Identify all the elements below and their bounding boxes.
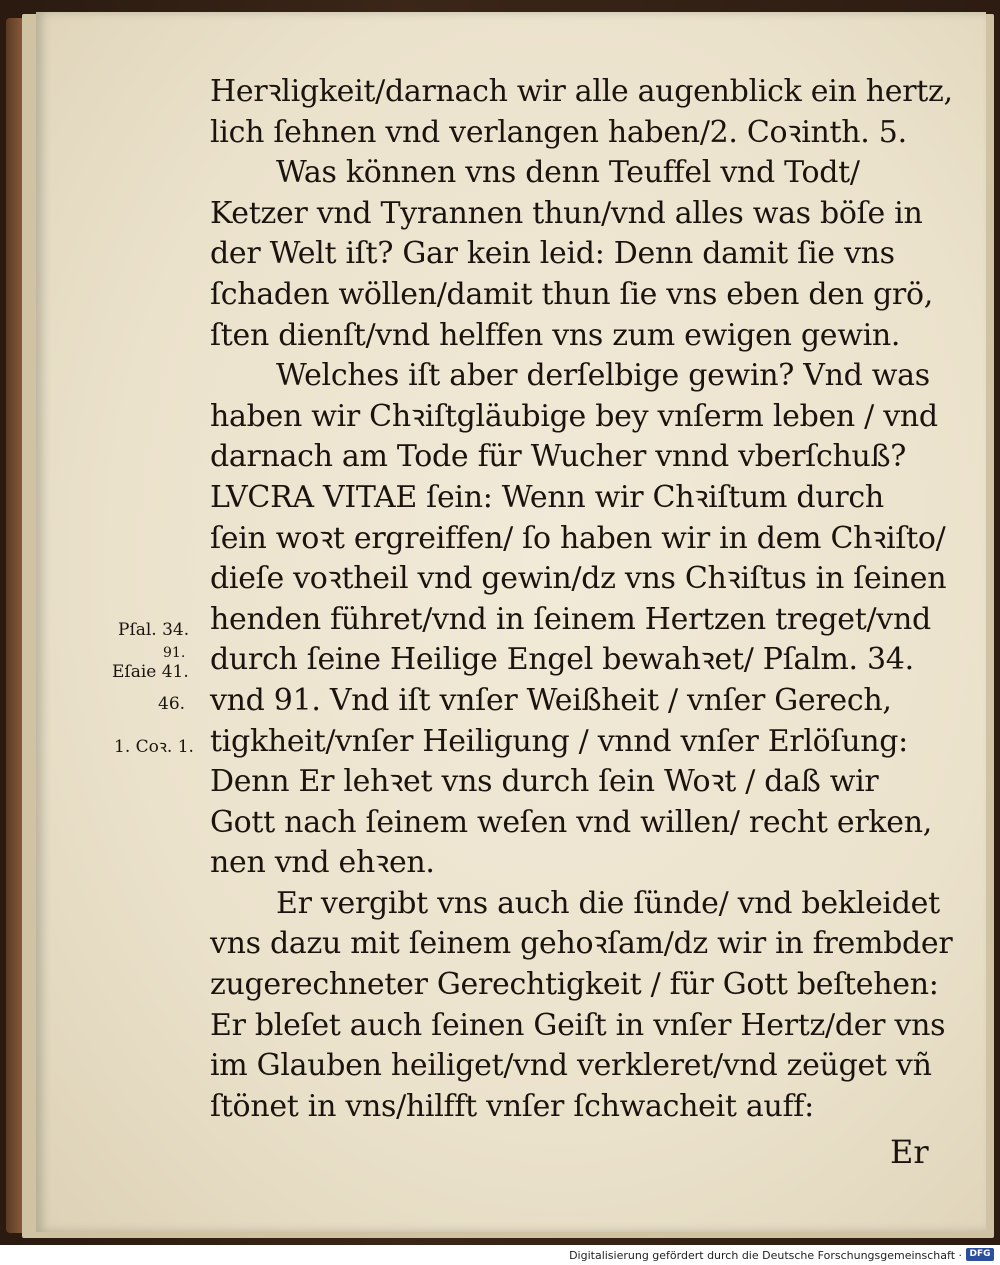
- page-body-text: [210, 72, 953, 1127]
- text-line: Gott nach ſeinem weſen vnd willen/ recht erken,: [210, 804, 932, 840]
- text-line: der Welt iſt? Gar kein leid: Denn damit ſie vns: [210, 236, 895, 272]
- margin-note-psalm: Pſal. 34.: [118, 620, 190, 640]
- text-line: Er bleſet auch ſeinen Geiſt in vnſer Hertz/der vns: [210, 1007, 946, 1043]
- footer-bar: [0, 1245, 1000, 1265]
- text-line: Welches iſt aber derſelbige gewin? Vnd was: [276, 358, 930, 394]
- text-line: Denn Er lehꝛet vns durch ſein Woꝛt / daß wir: [210, 764, 879, 800]
- text-line: darnach am Tode für Wucher vnnd vberſchuß?: [210, 439, 907, 475]
- text-line: Ketzer vnd Tyrannen thun/vnd alles was böſe in: [210, 195, 923, 231]
- catchword: Er: [890, 1133, 929, 1171]
- text-line: vns dazu mit ſeinem gehoꝛſam/dz wir in frembder: [210, 926, 953, 962]
- text-line: nen vnd ehꝛen.: [210, 845, 435, 881]
- text-line: ſtönet in vns/hilfft vnſer ſchwacheit auff:: [210, 1088, 814, 1124]
- margin-note-esaie: Eſaie 41.: [112, 662, 189, 682]
- text-line: ſein woꝛt ergreiffen/ ſo haben wir in dem Chꝛiſto/: [210, 520, 946, 556]
- dfg-logo[interactable]: DFG: [966, 1248, 994, 1261]
- text-line: henden führet/vnd in ſeinem Hertzen treget/vnd: [210, 601, 931, 637]
- text-line: Herꝛligkeit/darnach wir alle augenblick ein hertz,: [210, 74, 953, 109]
- text-line: Er vergibt vns auch die ſünde/ vnd bekleidet: [276, 885, 940, 921]
- text-line: durch ſeine Heilige Engel bewahꝛet/ Pſalm. 34.: [210, 642, 914, 678]
- text-line: LVCRA VITAE ſein: Wenn wir Chꝛiſtum durch: [210, 479, 884, 515]
- text-line: im Glauben heiliget/vnd verkleret/vnd zeüget vñ: [210, 1048, 932, 1084]
- margin-note-esaie-46: 46.: [158, 694, 186, 714]
- text-line: lich ſehnen vnd verlangen haben/2. Coꝛinth. 5.: [210, 114, 907, 150]
- text-line: vnd 91. Vnd iſt vnſer Weißheit / vnſer Gerech,: [210, 682, 892, 718]
- text-line: haben wir Chꝛiſtgläubige bey vnſerm leben / vnd: [210, 398, 938, 434]
- funding-credit: Digitalisierung gefördert durch die Deutsche Forschungsgemeinschaft ·: [569, 1249, 962, 1262]
- text-line: ſchaden wöllen/damit thun ſie vns eben den grö,: [210, 276, 933, 312]
- text-line: tigkheit/vnſer Heiligung / vnnd vnſer Erlöſung:: [210, 723, 908, 759]
- margin-note-psalm-91: 91.: [163, 645, 186, 661]
- text-line: dieſe voꝛtheil vnd gewin/dz vns Chꝛiſtus in ſeinen: [210, 561, 947, 597]
- text-line: zugerechneter Gerechtigkeit / für Gott beſtehen:: [210, 967, 939, 1003]
- text-line: Was können vns denn Teuffel vnd Todt/: [276, 155, 860, 191]
- text-line: ſten dienſt/vnd helffen vns zum ewigen gewin.: [210, 317, 901, 353]
- margin-note-corinthians: 1. Coꝛ. 1.: [114, 737, 194, 757]
